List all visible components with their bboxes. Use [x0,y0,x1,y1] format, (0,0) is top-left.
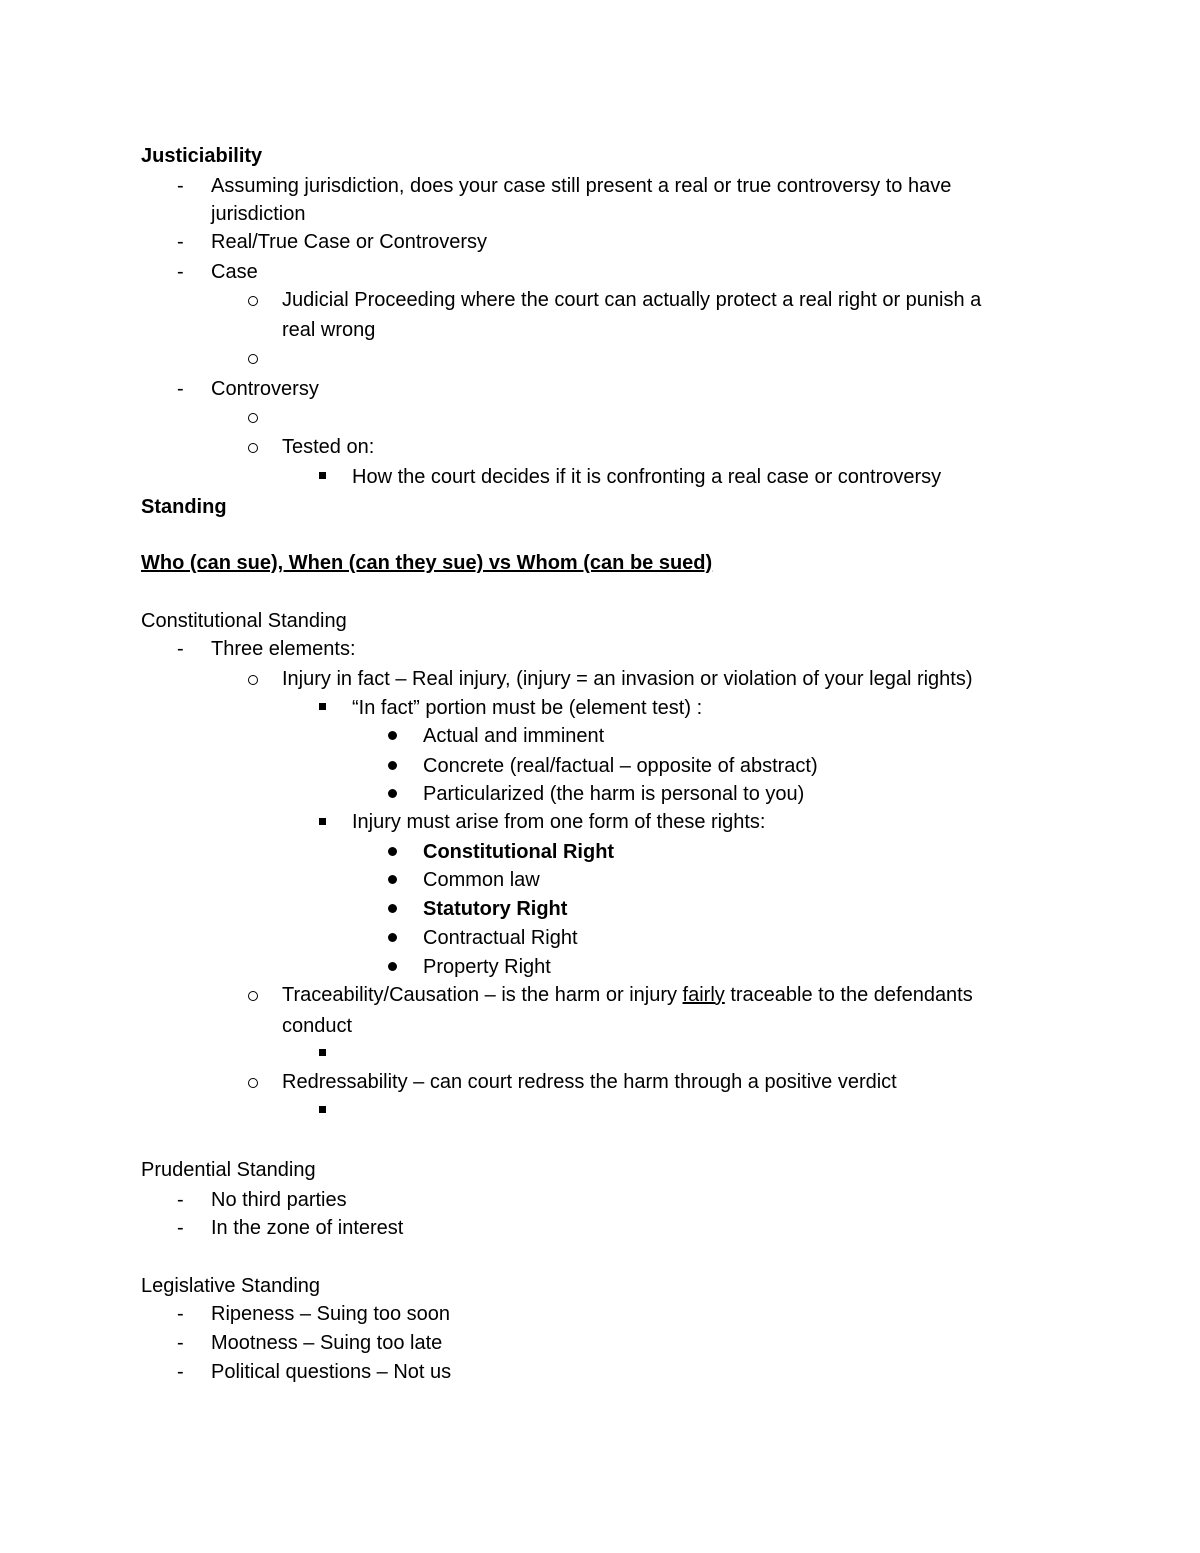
round-bullet-icon [388,933,397,942]
list-item-redressability: Redressability – can court redress the harm through a positive verdict [282,1071,897,1093]
fairly-underlined: fairly [682,984,725,1006]
list-item: In the zone of interest [211,1217,404,1239]
list-item-continuation: conduct [282,1015,353,1037]
circle-bullet-icon [248,991,258,1001]
dash-marker: - [177,1217,184,1239]
square-bullet-icon [319,818,326,825]
list-item: Injury must arise from one form of these rights: [352,811,766,833]
circle-bullet-icon [248,1078,258,1088]
standing-heading: Standing [141,496,227,518]
square-bullet-icon [319,703,326,710]
legislative-standing-heading: Legislative Standing [141,1275,321,1297]
round-bullet-icon [388,875,397,884]
dash-marker: - [177,261,184,283]
list-item: Three elements: [211,638,356,660]
dash-marker: - [177,1303,184,1325]
square-bullet-icon [319,1049,326,1056]
circle-bullet-icon [248,413,258,423]
list-item: Case [211,261,258,283]
traceability-text-start: Traceability/Causation – is the harm or injury [282,984,683,1006]
square-bullet-icon [319,1106,326,1113]
round-bullet-icon [388,962,397,971]
list-item: Tested on: [282,436,375,458]
right-item-contractual: Contractual Right [423,927,578,949]
who-when-whom-line: Who (can sue), When (can they sue) vs Whom (can be sued) [141,552,713,574]
dash-marker: - [177,1189,184,1211]
list-item-traceability [282,982,973,1008]
traceability-text-end: traceable to the defendants [724,984,973,1006]
list-item: Ripeness – Suing too soon [211,1303,451,1325]
list-item: “In fact” portion must be (element test) : [352,697,703,719]
circle-bullet-icon [248,675,258,685]
list-item: Concrete (real/factual – opposite of abstract) [423,755,818,777]
right-item-statutory: Statutory Right [423,898,568,920]
list-item: Injury in fact – Real injury, (injury = an invasion or violation of your legal rights) [282,668,973,690]
round-bullet-icon [388,904,397,913]
list-item: Particularized (the harm is personal to you) [423,783,805,805]
dash-marker: - [177,231,184,253]
dash-marker: - [177,638,184,660]
list-item: Actual and imminent [423,725,605,747]
constitutional-standing-heading: Constitutional Standing [141,610,347,632]
right-item-constitutional: Constitutional Right [423,841,615,863]
list-item: Real/True Case or Controversy [211,231,488,253]
prudential-standing-heading: Prudential Standing [141,1159,316,1181]
round-bullet-icon [388,789,397,798]
list-item: Assuming jurisdiction, does your case still present a real or true controversy to have [211,175,952,197]
round-bullet-icon [388,731,397,740]
right-item-property: Property Right [423,956,551,978]
round-bullet-icon [388,761,397,770]
justiciability-heading: Justiciability [141,145,263,167]
list-item: Political questions – Not us [211,1361,452,1383]
list-item: No third parties [211,1189,347,1211]
dash-marker: - [177,175,184,197]
right-item-common-law: Common law [423,869,540,891]
square-bullet-icon [319,472,326,479]
circle-bullet-icon [248,354,258,364]
list-item: Mootness – Suing too late [211,1332,443,1354]
dash-marker: - [177,1361,184,1383]
list-item-continuation: jurisdiction [211,203,306,225]
list-item: Judicial Proceeding where the court can actually protect a real right or punish a [282,289,982,311]
round-bullet-icon [388,847,397,856]
list-item: Controversy [211,378,319,400]
dash-marker: - [177,378,184,400]
list-item-continuation: real wrong [282,319,376,341]
circle-bullet-icon [248,443,258,453]
dash-marker: - [177,1332,184,1354]
list-item: How the court decides if it is confronting a real case or controversy [352,466,942,488]
circle-bullet-icon [248,296,258,306]
